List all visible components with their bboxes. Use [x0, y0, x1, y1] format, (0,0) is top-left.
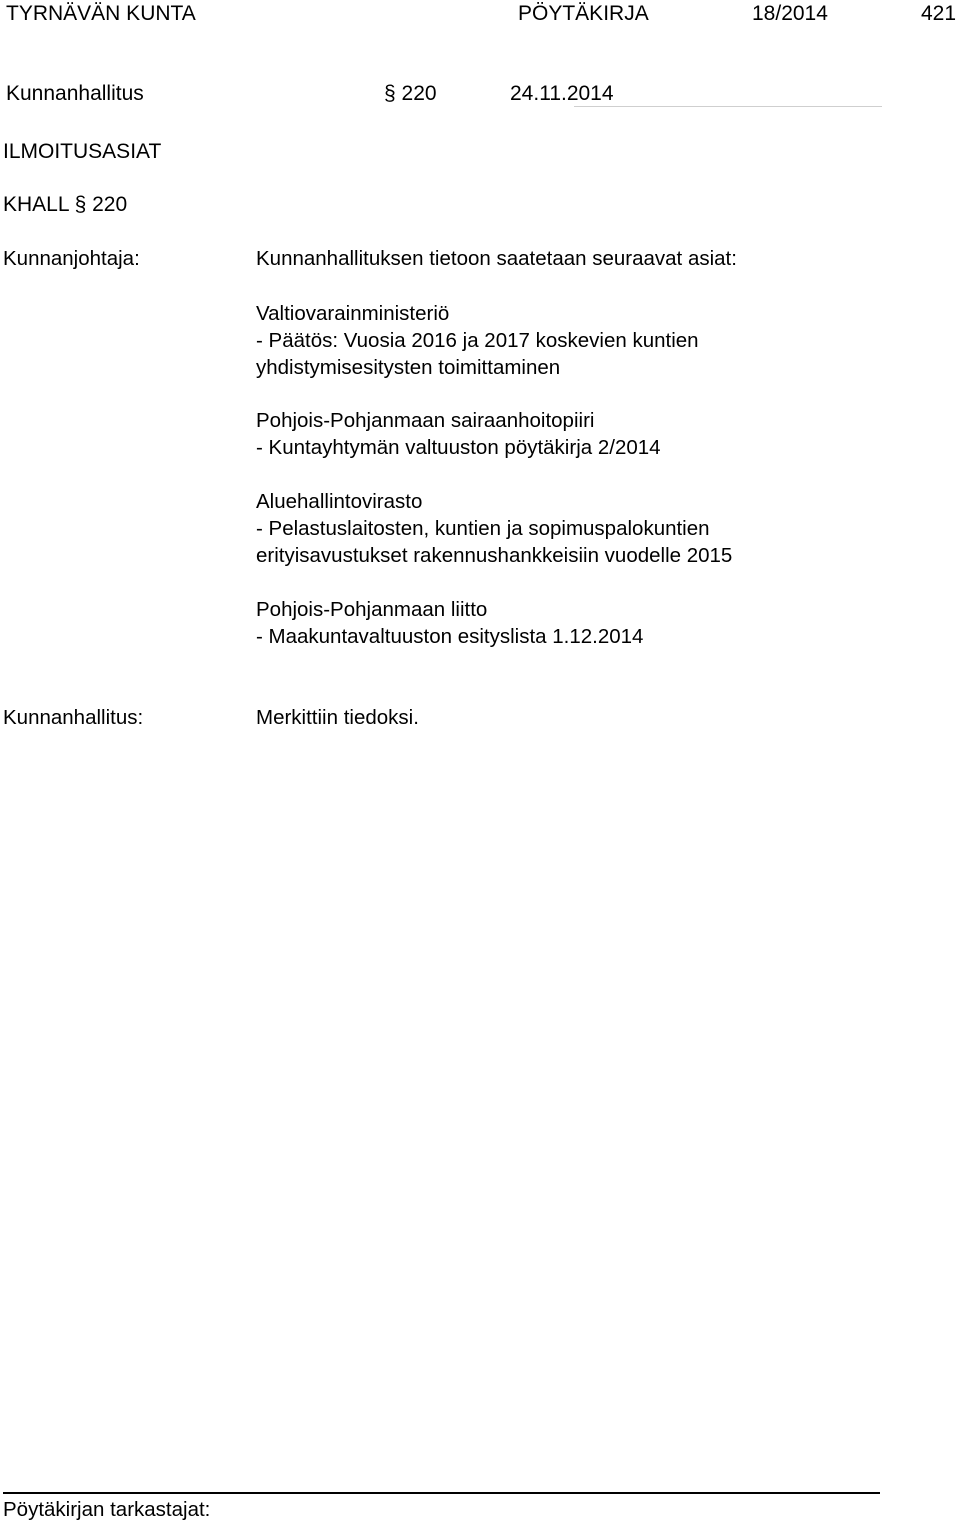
proposal-label: Kunnanjohtaja:	[3, 247, 140, 270]
document-type: PÖYTÄKIRJA	[518, 2, 649, 25]
item-line: - Maakuntavaltuuston esityslista 1.12.2014	[256, 625, 644, 648]
org-name: Pohjois-Pohjanmaan sairaanhoitopiiri	[256, 409, 595, 432]
meeting-date: 24.11.2014	[510, 82, 614, 105]
item-reference: KHALL § 220	[3, 193, 128, 216]
header-divider	[574, 106, 882, 107]
meeting-body: Kunnanhallitus	[6, 82, 144, 105]
checkers-label: Pöytäkirjan tarkastajat:	[3, 1498, 211, 1521]
document-number: 18/2014	[752, 2, 828, 25]
footer-divider	[3, 1492, 880, 1494]
org-name: Aluehallintovirasto	[256, 490, 423, 513]
decision-label: Kunnanhallitus:	[3, 706, 144, 729]
item-line: - Päätös: Vuosia 2016 ja 2017 koskevien kuntien	[256, 329, 699, 352]
item-line: erityisavustukset rakennushankkeisiin vuodelle 2015	[256, 544, 733, 567]
item-line: - Pelastuslaitosten, kuntien ja sopimuspalokuntien	[256, 517, 710, 540]
decision-text: Merkittiin tiedoksi.	[256, 706, 419, 729]
meeting-section: § 220	[384, 82, 437, 105]
item-line: - Kuntayhtymän valtuuston pöytäkirja 2/2014	[256, 436, 661, 459]
org-name: Valtiovarainministeriö	[256, 302, 450, 325]
municipality-name: TYRNÄVÄN KUNTA	[6, 2, 196, 25]
item-line: yhdistymisesitysten toimittaminen	[256, 356, 561, 379]
item-title: ILMOITUSASIAT	[3, 140, 162, 163]
proposal-intro: Kunnanhallituksen tietoon saatetaan seuraavat asiat:	[256, 247, 737, 270]
org-name: Pohjois-Pohjanmaan liitto	[256, 598, 488, 621]
page-number: 421	[921, 2, 957, 25]
